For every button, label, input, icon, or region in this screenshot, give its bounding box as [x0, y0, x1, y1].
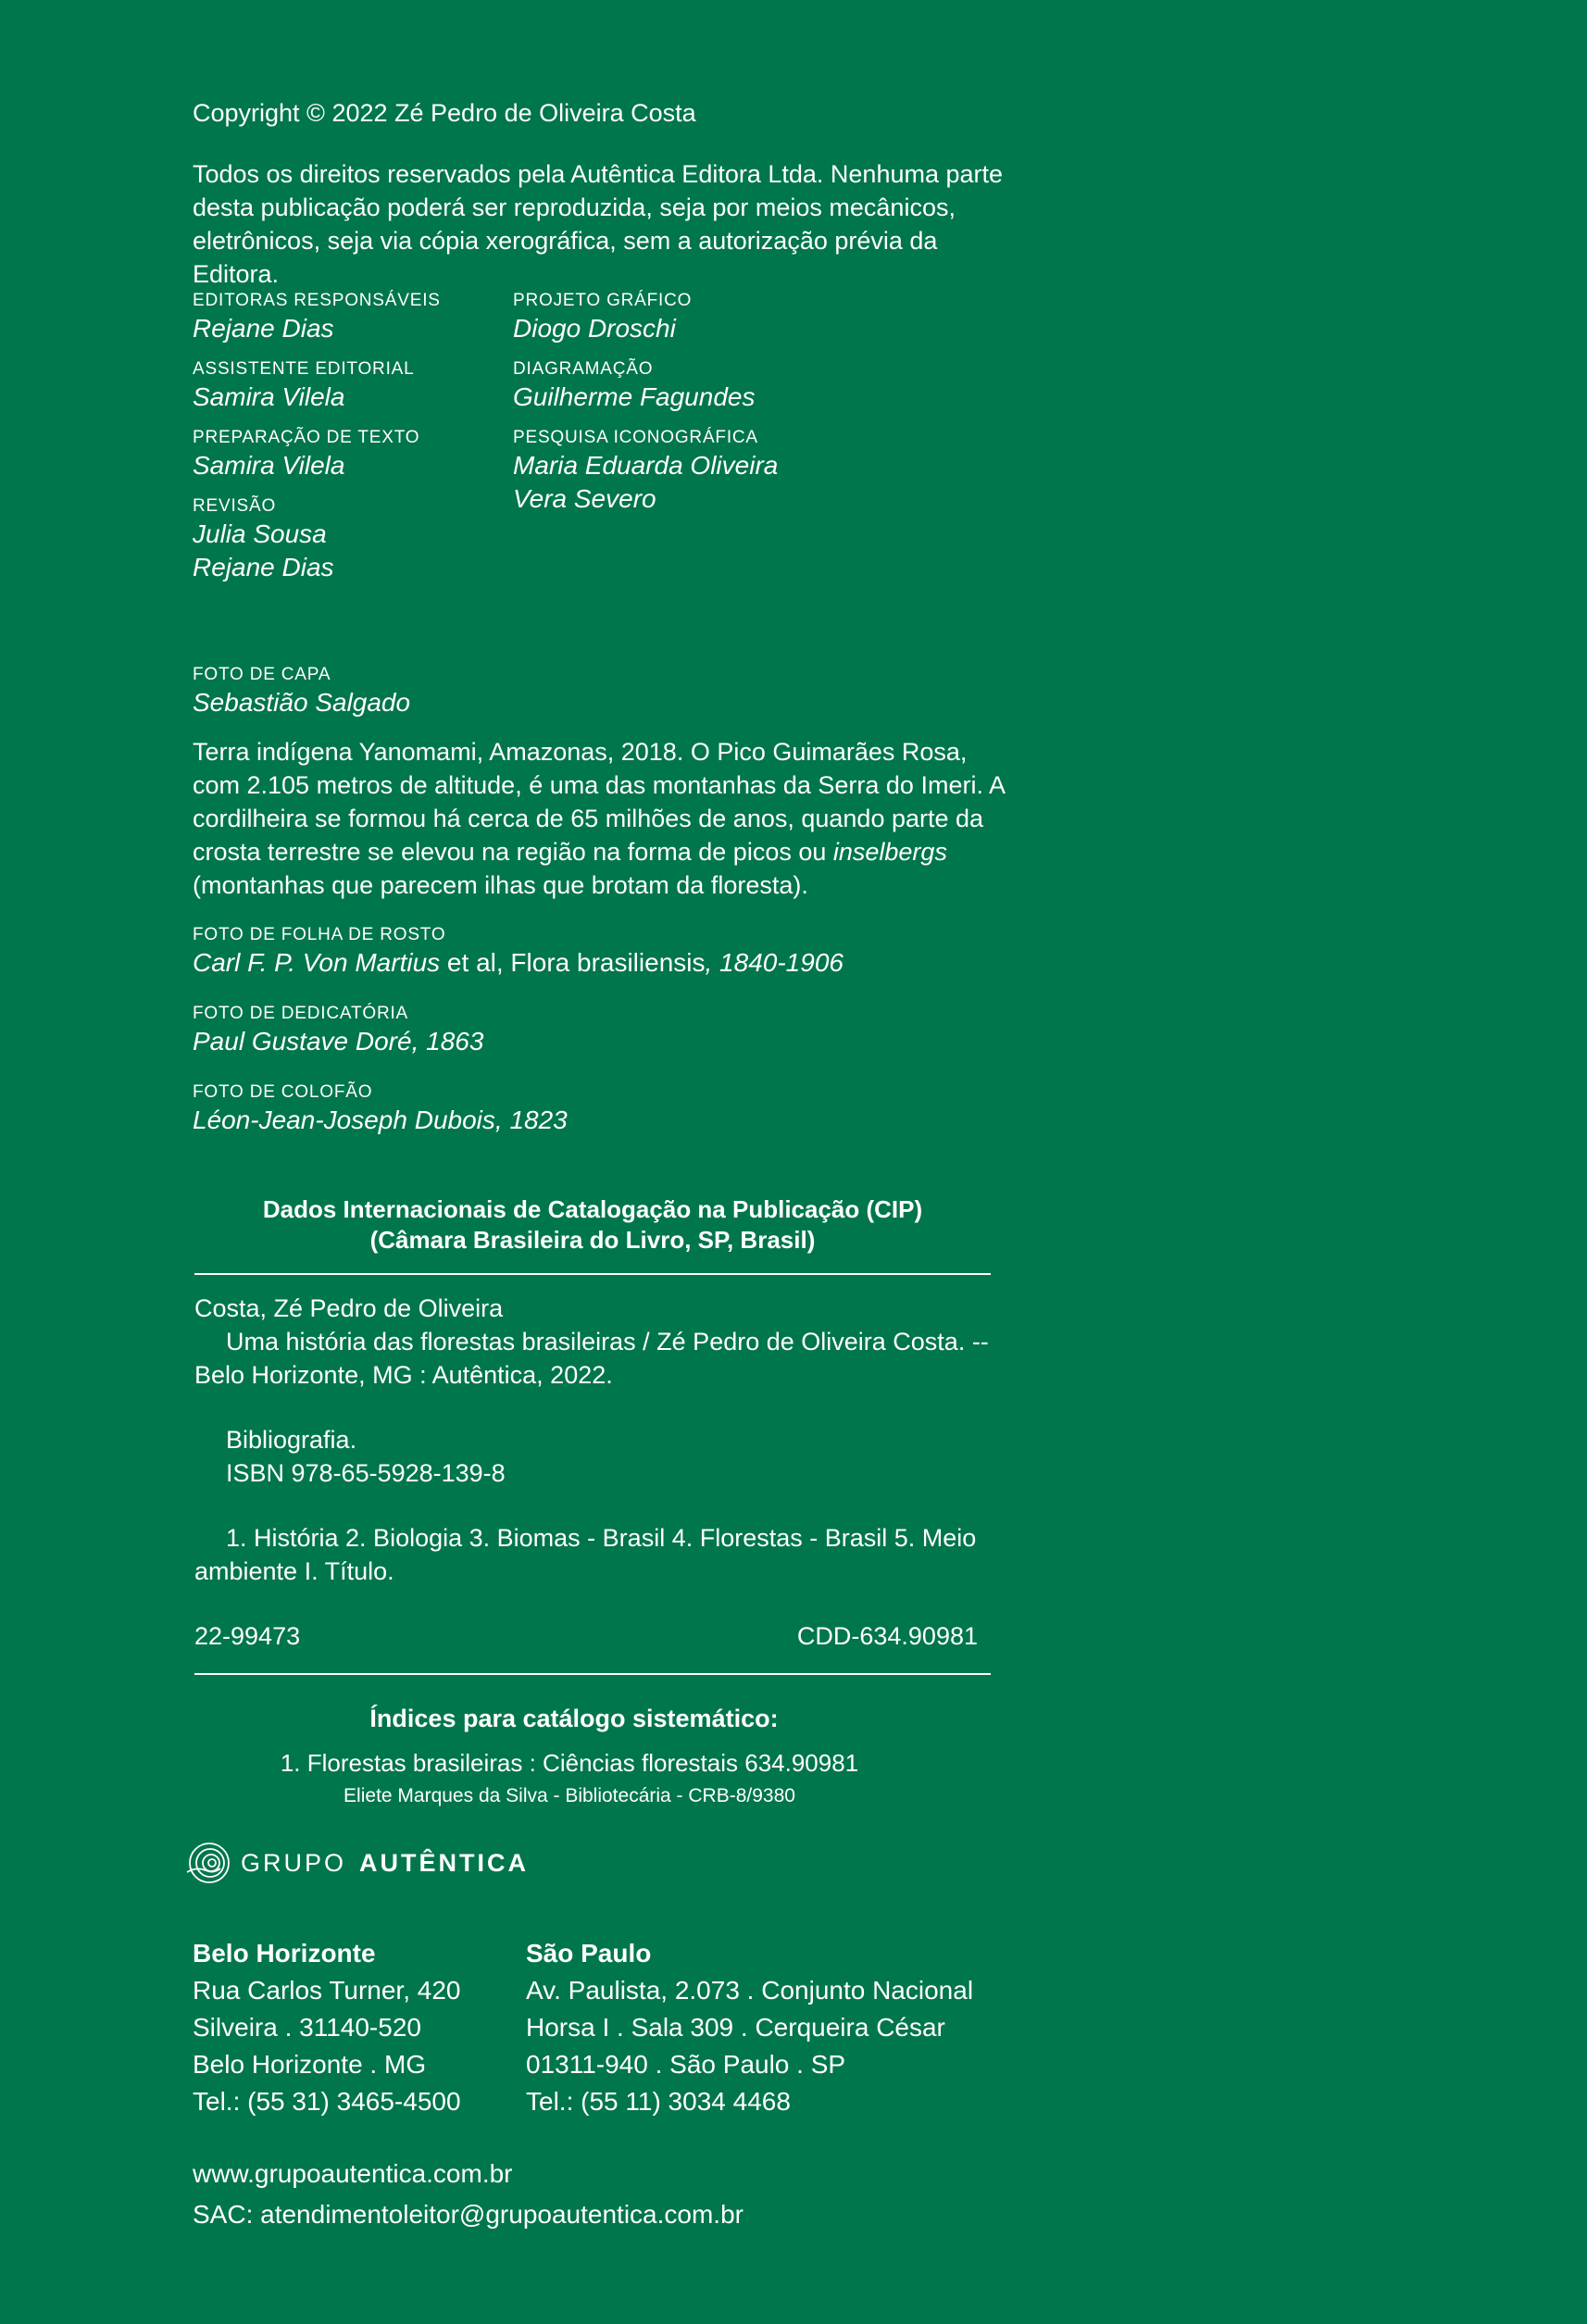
cip-author: Costa, Zé Pedro de Oliveira	[194, 1294, 504, 1322]
credit-label: DIAGRAMAÇÃO	[513, 359, 654, 379]
cip-publication: Belo Horizonte, MG : Autêntica, 2022.	[194, 1361, 613, 1389]
credit-name: Rejane Dias	[193, 553, 334, 581]
cip-record-id: 22-99473	[194, 1622, 301, 1650]
address-line: Horsa I . Sala 309 . Cerqueira César	[526, 2013, 945, 2042]
credit-label: EDITORAS RESPONSÁVEIS	[193, 291, 441, 310]
grupo-autentica-logo	[183, 1839, 529, 1887]
website-link[interactable]: www.grupoautentica.com.br	[193, 2159, 513, 2188]
cip-bibliography: Bibliografia.	[226, 1426, 357, 1454]
logo-text-bold: AUTÊNTICA	[359, 1848, 530, 1877]
cip-title-line: Dados Internacionais de Catalogação na Publicação (CIP)	[262, 1195, 923, 1223]
cover-photo-credit	[193, 664, 1007, 719]
cip-bottom-rule	[194, 1673, 991, 1675]
logo-text-light: GRUPO	[241, 1848, 347, 1877]
cip-heading	[194, 1194, 991, 1256]
credit-label: PROJETO GRÁFICO	[513, 291, 693, 310]
credit-name: Samira Vilela	[193, 451, 345, 480]
credit-assistant	[193, 358, 498, 414]
credit-name: Maria Eduarda Oliveira	[513, 451, 779, 480]
credit-name-italic: Carl F. P. Von Martius	[193, 948, 441, 977]
credit-label: FOTO DE DEDICATÓRIA	[193, 1004, 409, 1023]
credit-label: FOTO DE CAPA	[193, 665, 331, 684]
cip-librarian: Eliete Marques da Silva - Bibliotecária - CRB-8/9380	[344, 1785, 795, 1806]
credit-image-research	[513, 427, 902, 516]
credit-label: REVISÃO	[193, 496, 277, 516]
credit-name: Guilherme Fagundes	[513, 382, 756, 411]
address-line: Av. Paulista, 2.073 . Conjunto Nacional	[526, 1976, 974, 2005]
credit-label: PESQUISA ICONOGRÁFICA	[513, 428, 758, 447]
contact-block	[193, 2154, 744, 2235]
address-sao-paulo	[526, 1935, 1044, 2120]
cip-top-rule	[194, 1273, 991, 1275]
spiral-logo-icon	[183, 1839, 231, 1887]
cip-index-item: 1. Florestas brasileiras : Ciências florestais 634.90981	[280, 1749, 859, 1777]
credit-layout	[513, 358, 902, 414]
credit-name: Rejane Dias	[193, 314, 334, 343]
cip-title-line: (Câmara Brasileira do Livro, SP, Brasil)	[369, 1226, 816, 1254]
cip-record	[194, 1292, 991, 1653]
caption-text: Terra indígena Yanomami, Amazonas, 2018. O Pico Guimarães Rosa, com 2.105 metros de altitude, é uma das montanhas da Serra do Imeri. A cordilheira se formou há cerca de 65 milhões de anos, quando parte da crosta terrestre se elevou na região na forma de picos ou	[193, 738, 1005, 866]
credit-text-prep	[193, 427, 498, 482]
colophon-photo-credit	[193, 1081, 1026, 1137]
credit-name-years: , 1840-1906	[705, 948, 843, 977]
credits-left-column	[193, 290, 498, 597]
cover-photo-caption	[193, 735, 1007, 902]
address-line: Tel.: (55 11) 3034 4468	[526, 2087, 791, 2116]
address-line: Rua Carlos Turner, 420	[193, 1976, 461, 2005]
address-line: Silveira . 31140-520	[193, 2013, 421, 2042]
address-line: 01311-940 . São Paulo . SP	[526, 2050, 846, 2079]
credit-name: Julia Sousa	[193, 519, 327, 548]
copyright-line: Copyright © 2022 Zé Pedro de Oliveira Costa	[193, 99, 696, 127]
credit-label: FOTO DE COLOFÃO	[193, 1082, 373, 1102]
cip-ids-row	[194, 1619, 991, 1653]
credits-right-column	[513, 290, 902, 529]
address-line: Tel.: (55 31) 3465-4500	[193, 2087, 461, 2116]
address-belo-horizonte	[193, 1935, 507, 2120]
title-page-photo-credit	[193, 924, 1026, 980]
credit-label: PREPARAÇÃO DE TEXTO	[193, 428, 420, 447]
dedication-photo-credit	[193, 1003, 1026, 1058]
cip-subjects: 1. História 2. Biologia 3. Biomas - Brasil 4. Florestas - Brasil 5. Meio	[226, 1524, 977, 1552]
credit-name: Vera Severo	[513, 484, 656, 513]
cip-title-statement: Uma história das florestas brasileiras / Zé Pedro de Oliveira Costa. --	[226, 1328, 989, 1356]
credit-name: Léon-Jean-Joseph Dubois, 1823	[193, 1106, 568, 1134]
credit-name: Paul Gustave Doré, 1863	[193, 1027, 484, 1056]
cip-index-title: Índices para catálogo sistemático:	[369, 1705, 779, 1732]
cip-isbn: ISBN 978-65-5928-139-8	[226, 1459, 506, 1487]
credit-revision	[193, 495, 498, 584]
cip-subjects-cont: ambiente I. Título.	[194, 1557, 394, 1585]
credit-name: Sebastião Salgado	[193, 688, 411, 717]
credit-editors	[193, 290, 498, 345]
address-city: São Paulo	[526, 1939, 652, 1968]
caption-italic-term: inselbergs	[832, 838, 947, 866]
credit-label: FOTO DE FOLHA DE ROSTO	[193, 925, 446, 944]
cip-cdd: CDD-634.90981	[796, 1622, 978, 1650]
address-city: Belo Horizonte	[193, 1939, 376, 1968]
credit-name	[193, 946, 1026, 980]
credit-name: Diogo Droschi	[513, 314, 676, 343]
credit-name: Samira Vilela	[193, 382, 345, 411]
caption-text: (montanhas que parecem ilhas que brotam da floresta).	[193, 871, 808, 899]
sac-email[interactable]: SAC: atendimentoleitor@grupoautentica.com.br	[193, 2200, 744, 2229]
credit-graphic-design	[513, 290, 902, 345]
credit-name-regular: et al, Flora brasiliensis	[440, 948, 706, 977]
rights-notice: Todos os direitos reservados pela Autêntica Editora Ltda. Nenhuma parte desta publicação poderá ser reproduzida, seja por meios mecânicos, eletrônicos, seja via cópia xerográfica, sem a autorização prévia da Editora.	[193, 160, 1004, 288]
credit-label: ASSISTENTE EDITORIAL	[193, 359, 415, 379]
address-line: Belo Horizonte . MG	[193, 2050, 427, 2079]
